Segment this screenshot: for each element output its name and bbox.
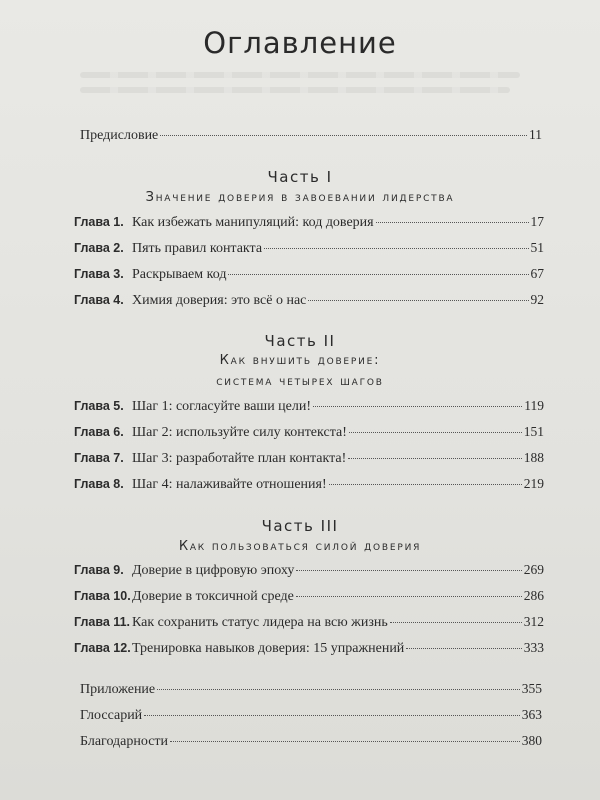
leader-dots (406, 648, 521, 649)
part-heading: Как внушить доверие: (219, 353, 381, 368)
leader-dots (144, 715, 520, 716)
chapter-number: Глава 1. (74, 215, 124, 229)
toc-entry-chapter[interactable] (74, 292, 544, 314)
chapter-title: Тренировка навыков доверия: 15 упражнений (132, 641, 405, 656)
leader-dots (296, 596, 522, 597)
chapter-title: Химия доверия: это всё о нас (132, 293, 307, 308)
page-number: 286 (523, 588, 544, 603)
page-number: 11 (529, 127, 542, 142)
toc-entry-chapter[interactable] (74, 562, 544, 584)
page-number: 269 (523, 562, 544, 577)
page-number: 92 (530, 292, 544, 307)
toc-entry-acknowledgements[interactable] (80, 733, 542, 755)
leader-dots (349, 432, 522, 433)
part-heading: Как пользоваться силой доверия (178, 539, 422, 554)
page-number: 333 (523, 640, 544, 655)
chapter-title: Доверие в токсичной среде (132, 589, 294, 604)
leader-dots (160, 135, 527, 136)
page-number: 151 (523, 424, 544, 439)
chapter-number: Глава 8. (74, 477, 124, 491)
page-number: 312 (523, 614, 544, 629)
leader-dots (348, 458, 522, 459)
entry-title: Приложение (80, 682, 156, 697)
entry-title: Благодарности (80, 734, 169, 749)
chapter-title: Пять правил контакта (132, 241, 263, 256)
toc-entry-appendix[interactable] (80, 681, 542, 703)
show-through-line (80, 72, 520, 78)
leader-dots (228, 274, 528, 275)
chapter-number: Глава 11. (74, 615, 130, 629)
page-number: 355 (521, 681, 542, 696)
chapter-title: Как сохранить статус лидера на всю жизнь (132, 615, 388, 630)
show-through-line (80, 87, 510, 93)
toc-entry-chapter[interactable] (74, 214, 544, 236)
toc-entry-chapter[interactable] (74, 450, 544, 472)
toc-entry-chapter[interactable] (74, 266, 544, 288)
chapter-title: Раскрываем код (132, 267, 227, 282)
chapter-title: Доверие в цифровую эпоху (132, 563, 295, 578)
chapter-title: Как избежать манипуляций: код доверия (132, 215, 374, 230)
page-number: 67 (530, 266, 544, 281)
chapter-number: Глава 12. (74, 641, 131, 655)
leader-dots (313, 406, 522, 407)
page-number: 188 (523, 450, 544, 465)
leader-dots (308, 300, 528, 301)
page-title: Оглавление (203, 26, 397, 60)
chapter-number: Глава 7. (74, 451, 124, 465)
leader-dots (264, 248, 528, 249)
leader-dots (390, 622, 522, 623)
toc-entry-chapter[interactable] (74, 476, 544, 498)
page-number: 219 (523, 476, 544, 491)
leader-dots (329, 484, 522, 485)
part-heading: система четырех шагов (216, 374, 384, 389)
toc-entry-chapter[interactable] (74, 588, 544, 610)
chapter-number: Глава 10. (74, 589, 131, 603)
entry-title: Предисловие (80, 128, 159, 143)
toc-entry-chapter[interactable] (74, 614, 544, 636)
chapter-number: Глава 6. (74, 425, 124, 439)
leader-dots (296, 570, 521, 571)
toc-entry-glossary[interactable] (80, 707, 542, 729)
chapter-number: Глава 2. (74, 241, 124, 255)
entry-title: Глоссарий (80, 708, 143, 723)
leader-dots (170, 741, 520, 742)
leader-dots (376, 222, 529, 223)
toc-entry-chapter[interactable] (74, 398, 544, 420)
chapter-number: Глава 5. (74, 399, 124, 413)
toc-entry-preface[interactable] (80, 127, 542, 149)
part-label: Часть I (267, 168, 333, 186)
chapter-title: Шаг 4: налаживайте отношения! (132, 477, 327, 492)
toc-entry-chapter[interactable] (74, 240, 544, 262)
part-label: Часть II (264, 332, 336, 350)
part-heading: Значение доверия в завоевании лидерства (145, 190, 455, 205)
page-number: 51 (530, 240, 544, 255)
chapter-title: Шаг 1: согласуйте ваши цели! (132, 399, 312, 414)
toc-entry-chapter[interactable] (74, 424, 544, 446)
page-number: 119 (524, 398, 544, 413)
chapter-number: Глава 4. (74, 293, 124, 307)
chapter-number: Глава 9. (74, 563, 124, 577)
chapter-title: Шаг 3: разработайте план контакта! (132, 451, 347, 466)
page-number: 380 (521, 733, 542, 748)
part-label: Часть III (261, 517, 339, 535)
chapter-number: Глава 3. (74, 267, 124, 281)
leader-dots (157, 689, 520, 690)
chapter-title: Шаг 2: используйте силу контекста! (132, 425, 347, 440)
page-number: 363 (521, 707, 542, 722)
toc-entry-chapter[interactable] (74, 640, 544, 662)
page-number: 17 (530, 214, 544, 229)
